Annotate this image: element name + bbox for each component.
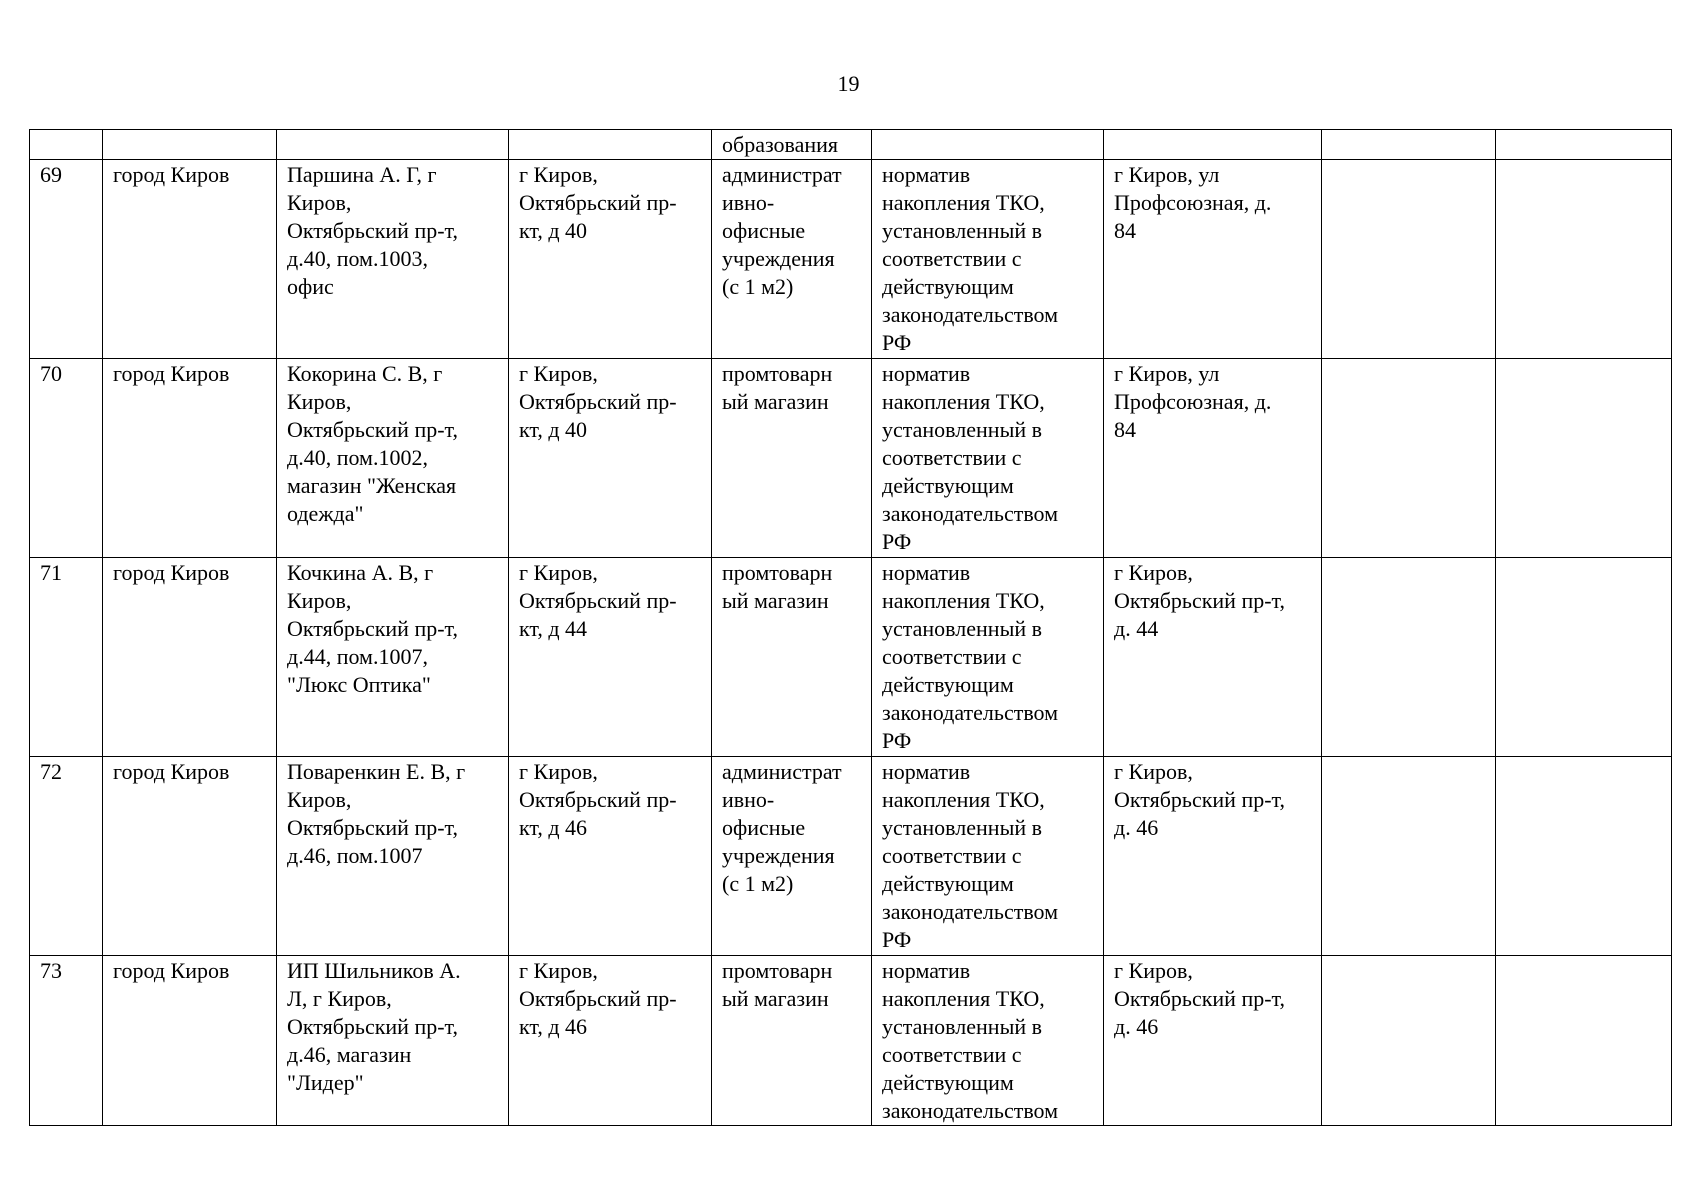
cell-owner: Кочкина А. В, г Киров, Октябрьский пр-т, д.44, пом.1007, "Люкс Оптика" (277, 558, 509, 757)
cell-empty (1322, 160, 1496, 359)
cell-empty (1496, 956, 1672, 1126)
cell-address: г Киров, Октябрьский пр- кт, д 40 (509, 160, 712, 359)
cell-num: 72 (30, 757, 103, 956)
cell-site: г Киров, ул Профсоюзная, д. 84 (1104, 160, 1322, 359)
cell-norm: норматив накопления ТКО, установленный в соответствии с действующим законодательством (872, 956, 1104, 1126)
cell-settlement: город Киров (103, 558, 277, 757)
waste-registry-table (29, 129, 1672, 1126)
cell-empty (1496, 757, 1672, 956)
cell-address (509, 130, 712, 160)
cell-empty (1496, 160, 1672, 359)
cell-site: г Киров, Октябрьский пр-т, д. 46 (1104, 757, 1322, 956)
cell-address: г Киров, Октябрьский пр- кт, д 46 (509, 757, 712, 956)
cell-address: г Киров, Октябрьский пр- кт, д 40 (509, 359, 712, 558)
cell-type: администрат ивно- офисные учреждения (с 1 м2) (712, 757, 872, 956)
cell-type: промтоварн ый магазин (712, 359, 872, 558)
cell-norm (872, 130, 1104, 160)
cell-num: 70 (30, 359, 103, 558)
cell-site: г Киров, ул Профсоюзная, д. 84 (1104, 359, 1322, 558)
table-row-continuation (30, 130, 1672, 160)
cell-owner: Кокорина С. В, г Киров, Октябрьский пр-т, д.40, пом.1002, магазин "Женская одежда" (277, 359, 509, 558)
cell-norm: норматив накопления ТКО, установленный в соответствии с действующим законодательством РФ (872, 757, 1104, 956)
cell-settlement: город Киров (103, 757, 277, 956)
cell-settlement (103, 130, 277, 160)
cell-empty (1322, 757, 1496, 956)
cell-norm: норматив накопления ТКО, установленный в соответствии с действующим законодательством РФ (872, 558, 1104, 757)
cell-type: образования (712, 130, 872, 160)
cell-empty (1322, 558, 1496, 757)
table-row (30, 359, 1672, 558)
cell-owner (277, 130, 509, 160)
cell-settlement: город Киров (103, 160, 277, 359)
table-row (30, 956, 1672, 1126)
cell-empty (1322, 956, 1496, 1126)
cell-address: г Киров, Октябрьский пр- кт, д 46 (509, 956, 712, 1126)
cell-empty (1496, 558, 1672, 757)
cell-empty (1322, 130, 1496, 160)
table-row (30, 160, 1672, 359)
cell-norm: норматив накопления ТКО, установленный в соответствии с действующим законодательством РФ (872, 359, 1104, 558)
cell-num: 73 (30, 956, 103, 1126)
cell-type: промтоварн ый магазин (712, 558, 872, 757)
cell-site (1104, 130, 1322, 160)
cell-site: г Киров, Октябрьский пр-т, д. 46 (1104, 956, 1322, 1126)
cell-type: администрат ивно- офисные учреждения (с 1 м2) (712, 160, 872, 359)
cell-empty (1496, 130, 1672, 160)
cell-num: 69 (30, 160, 103, 359)
cell-norm: норматив накопления ТКО, установленный в соответствии с действующим законодательством РФ (872, 160, 1104, 359)
cell-num: 71 (30, 558, 103, 757)
cell-address: г Киров, Октябрьский пр- кт, д 44 (509, 558, 712, 757)
cell-owner: ИП Шильников А. Л, г Киров, Октябрьский пр-т, д.46, магазин "Лидер" (277, 956, 509, 1126)
cell-settlement: город Киров (103, 956, 277, 1126)
table-row (30, 558, 1672, 757)
cell-empty (1496, 359, 1672, 558)
cell-type: промтоварн ый магазин (712, 956, 872, 1126)
cell-site: г Киров, Октябрьский пр-т, д. 44 (1104, 558, 1322, 757)
page-number: 19 (837, 71, 860, 96)
cell-empty (1322, 359, 1496, 558)
cell-num (30, 130, 103, 160)
cell-owner: Паршина А. Г, г Киров, Октябрьский пр-т, д.40, пом.1003, офис (277, 160, 509, 359)
table-row (30, 757, 1672, 956)
cell-settlement: город Киров (103, 359, 277, 558)
cell-owner: Поваренкин Е. В, г Киров, Октябрьский пр-т, д.46, пом.1007 (277, 757, 509, 956)
